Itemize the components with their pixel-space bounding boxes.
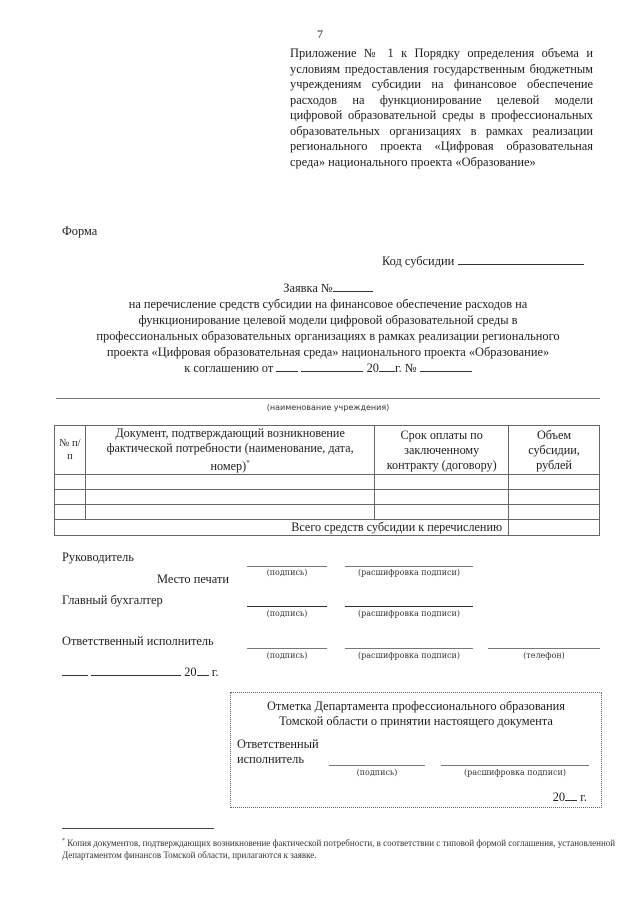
head-decoding-caption: (расшифровка подписи) xyxy=(358,568,460,577)
accountant-signature-field[interactable] xyxy=(247,606,327,607)
footnote-divider xyxy=(62,828,214,829)
cell-number[interactable] xyxy=(55,505,86,520)
footnote-mark: * xyxy=(246,459,250,467)
seal-label: Место печати xyxy=(157,572,229,586)
cell-number[interactable] xyxy=(55,475,86,490)
agreement-year-field[interactable] xyxy=(379,360,395,372)
table-total-row xyxy=(55,520,600,536)
request-line: профессиональных образовательных организациях в рамках реализации регионального xyxy=(96,329,560,343)
cell-amount[interactable] xyxy=(509,490,600,505)
form-label: Форма xyxy=(62,224,98,238)
footnote-text: Копия документов, подтверждающих возникновение фактической потребности, в соответствии с типовой формой соглашения, установленной Департаментом финансов Томской области, прилагаются к заявке. xyxy=(62,838,616,860)
header-number: № п/п xyxy=(55,426,86,475)
cell-number[interactable] xyxy=(55,490,86,505)
page-number: 7 xyxy=(317,27,323,41)
department-year-field[interactable] xyxy=(565,789,577,801)
footnote-mark: * xyxy=(62,838,65,844)
department-decoding-field[interactable] xyxy=(441,765,589,766)
footnote xyxy=(62,835,618,861)
table-header-row xyxy=(55,426,600,475)
cell-payment-term[interactable] xyxy=(375,475,509,490)
department-box-title: Отметка Департамента профессионального образования Томской области о принятии настоящего документа xyxy=(266,699,566,728)
institution-name-field[interactable] xyxy=(56,398,600,399)
request-title xyxy=(56,280,600,376)
request-line: функционирование целевой модели цифровой образовательной среды в xyxy=(138,313,518,327)
subsidy-code-field[interactable] xyxy=(458,254,584,265)
table-row xyxy=(55,475,600,490)
executor-label: Ответственный исполнитель xyxy=(62,634,214,648)
department-date: 20 г. xyxy=(552,790,587,804)
executor-signature-caption: (подпись) xyxy=(266,651,308,660)
head-decoding-field[interactable] xyxy=(345,566,473,567)
department-executor-label: Ответственный исполнитель xyxy=(237,737,319,766)
accountant-label: Главный бухгалтер xyxy=(62,593,163,607)
subsidy-code xyxy=(382,254,584,269)
head-label: Руководитель xyxy=(62,550,134,564)
total-label: Всего средств субсидии к перечислению xyxy=(55,520,509,536)
accountant-decoding-field[interactable] xyxy=(345,606,473,607)
request-number-field[interactable] xyxy=(333,280,373,292)
header-payment-term: Срок оплаты по заключенному контракту (договору) xyxy=(375,426,509,475)
request-heading: Заявка № xyxy=(56,280,600,296)
agreement-month-field[interactable] xyxy=(301,360,363,372)
header-document: Документ, подтверждающий возникновение фактической потребности (наименование, дата, номер)* xyxy=(85,426,374,475)
executor-signature-field[interactable] xyxy=(247,648,327,649)
total-amount[interactable] xyxy=(509,520,600,536)
header-subsidy-amount: Объем субсидии, рублей xyxy=(509,426,600,475)
subsidy-code-label: Код субсидии xyxy=(382,254,455,268)
cell-document[interactable] xyxy=(85,490,374,505)
sign-day-field[interactable] xyxy=(62,664,88,676)
institution-caption: (наименование учреждения) xyxy=(266,403,390,412)
appendix-reference: Приложение № 1 к Порядку определения объема и условиям предоставления государственным бюджетным учреждениям субсидии на финансовое обеспечение расходов на функционирование целевой модели цифровой образовательной среды в профессиональных образовательных организациях в рамках реализации регионального проекта «Цифровая образовательная среда» национального проекта «Образование» xyxy=(290,46,593,169)
executor-decoding-caption: (расшифровка подписи) xyxy=(358,651,460,660)
agreement-day-field[interactable] xyxy=(276,360,298,372)
executor-decoding-field[interactable] xyxy=(345,648,473,649)
agreement-line: к соглашению от 20 г. № xyxy=(56,360,600,376)
accountant-signature-caption: (подпись) xyxy=(266,609,308,618)
request-table xyxy=(54,425,600,536)
department-acceptance-box xyxy=(230,692,602,808)
cell-document[interactable] xyxy=(85,475,374,490)
sign-month-field[interactable] xyxy=(91,664,181,676)
head-signature-field[interactable] xyxy=(247,566,327,567)
cell-payment-term[interactable] xyxy=(375,505,509,520)
cell-document[interactable] xyxy=(85,505,374,520)
sign-year-field[interactable] xyxy=(197,664,209,676)
department-signature-field[interactable] xyxy=(329,765,425,766)
executor-phone-field[interactable] xyxy=(488,648,600,649)
agreement-number-field[interactable] xyxy=(420,360,472,372)
head-signature-caption: (подпись) xyxy=(266,568,308,577)
table-row xyxy=(55,505,600,520)
accountant-decoding-caption: (расшифровка подписи) xyxy=(358,609,460,618)
cell-payment-term[interactable] xyxy=(375,490,509,505)
request-line: проекта «Цифровая образовательная среда» национального проекта «Образование» xyxy=(106,345,550,359)
department-decoding-caption: (расшифровка подписи) xyxy=(464,768,566,777)
cell-amount[interactable] xyxy=(509,475,600,490)
table-row xyxy=(55,490,600,505)
cell-amount[interactable] xyxy=(509,505,600,520)
executor-phone-caption: (телефон) xyxy=(523,651,565,660)
sign-date: 20 г. xyxy=(62,664,219,680)
request-line: на перечисление средств субсидии на финансовое обеспечение расходов на xyxy=(128,297,528,311)
department-signature-caption: (подпись) xyxy=(356,768,398,777)
